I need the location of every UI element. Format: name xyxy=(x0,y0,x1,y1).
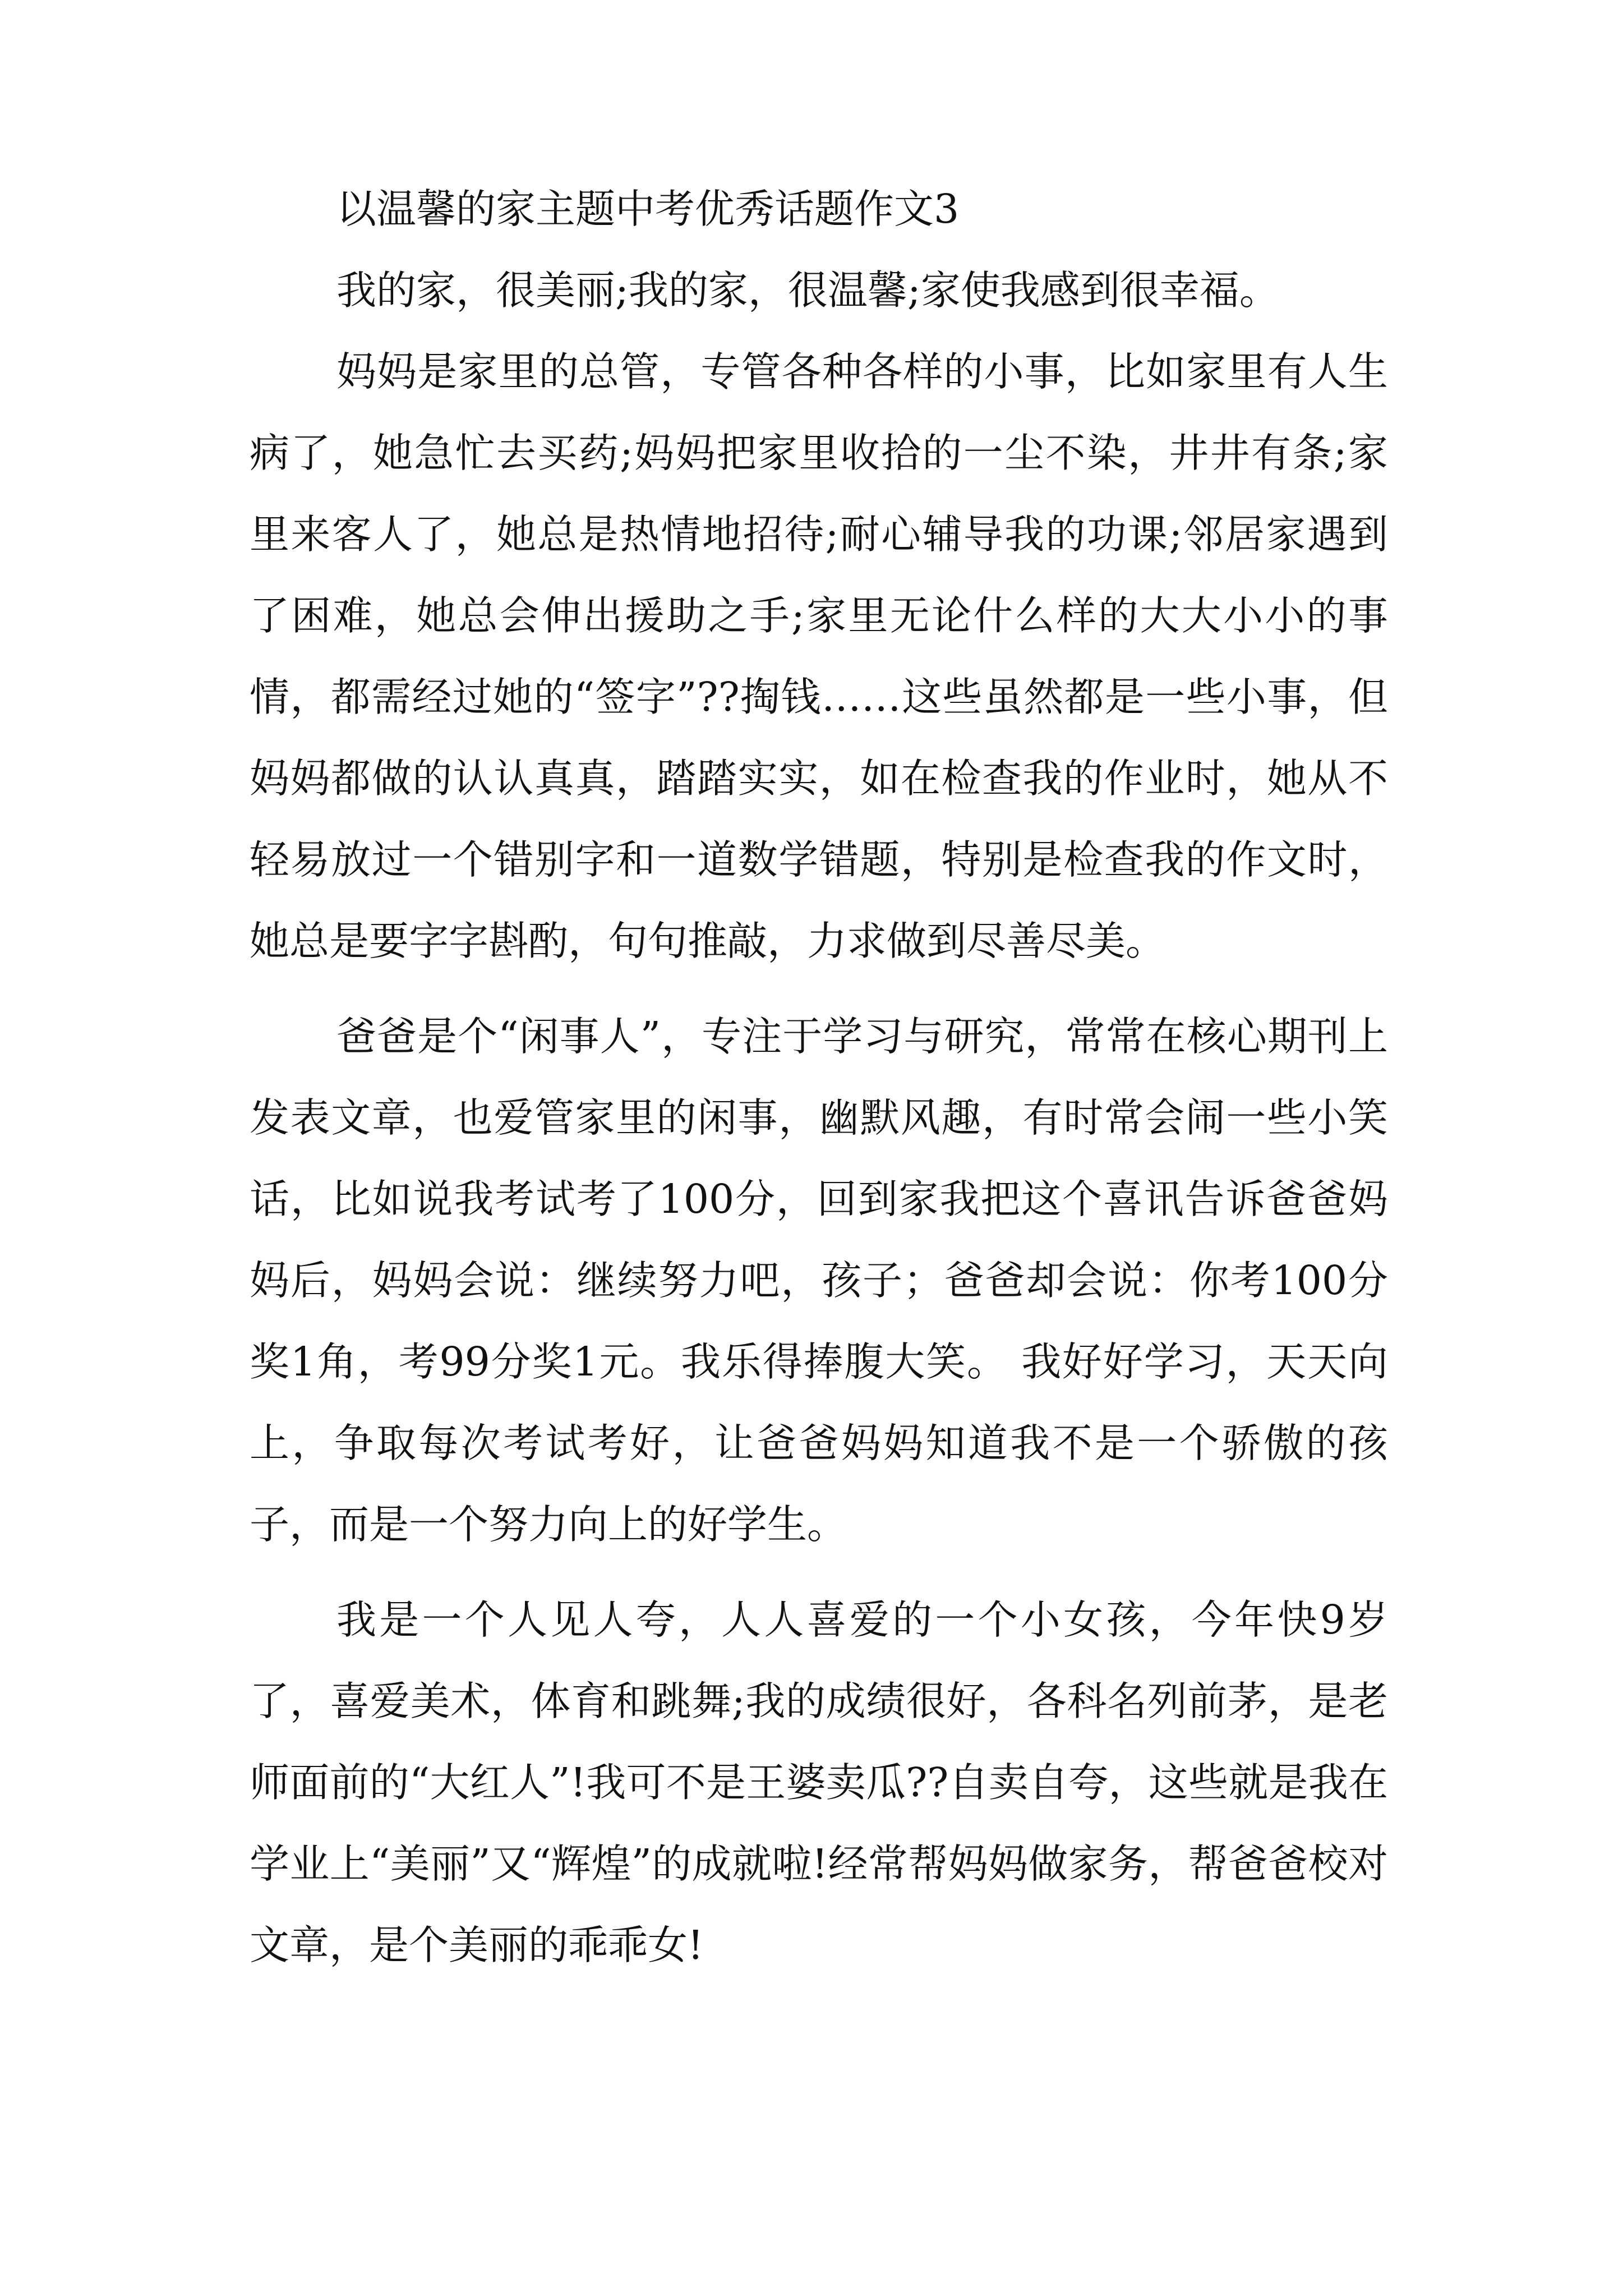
paragraph-mother: 妈妈是家里的总管，专管各种各样的小事，比如家里有人生病了，她急忙去买药;妈妈把家里收拾的一尘不染，井井有条;家里来客人了，她总是热情地招待;耐心辅导我的功课;邻居家遇到了困难，她总会伸出援助之手;家里无论什么样的大大小小的事情，都需经过她的“签字”??掏钱……这些虽然都是一些小事，但妈妈都做的认认真真，踏踏实实，如在检查我的作业时，她从不轻易放过一个错别字和一道数学错题，特别是检查我的作文时，她总是要字字斟酌，句句推敲，力求做到尽善尽美。 xyxy=(250,348,1388,964)
paragraph-self: 我是一个人见人夸，人人喜爱的一个小女孩，今年快9岁了，喜爱美术，体育和跳舞;我的成绩很好，各科名列前茅，是老师面前的“大红人”!我可不是王婆卖瓜??自卖自夸，这些就是我在学业上“美丽”又“辉煌”的成就啦!经常帮妈妈做家务，帮爸爸校对文章，是个美丽的乖乖女! xyxy=(250,1596,1388,1968)
document-title: 以温馨的家主题中考优秀话题作文3 xyxy=(336,186,960,232)
paragraph-father: 爸爸是个“闲事人”，专注于学习与研究，常常在核心期刊上发表文章，也爱管家里的闲事，幽默风趣，有时常会闹一些小笑话，比如说我考试考了100分，回到家我把这个喜讯告诉爸爸妈妈后，妈妈会说：继续努力吧，孩子；爸爸却会说：你考100分奖1角，考99分奖1元。我乐得捧腹大笑。 我好好学习，天天向上，争取每次考试考好，让爸爸妈妈知道我不是一个骄傲的孩子，而是一个努力向上的好学生。 xyxy=(250,1013,1388,1548)
document-body xyxy=(250,168,1388,1986)
paragraph-intro: 我的家，很美丽;我的家，很温馨;家使我感到很幸福。 xyxy=(336,267,1279,314)
